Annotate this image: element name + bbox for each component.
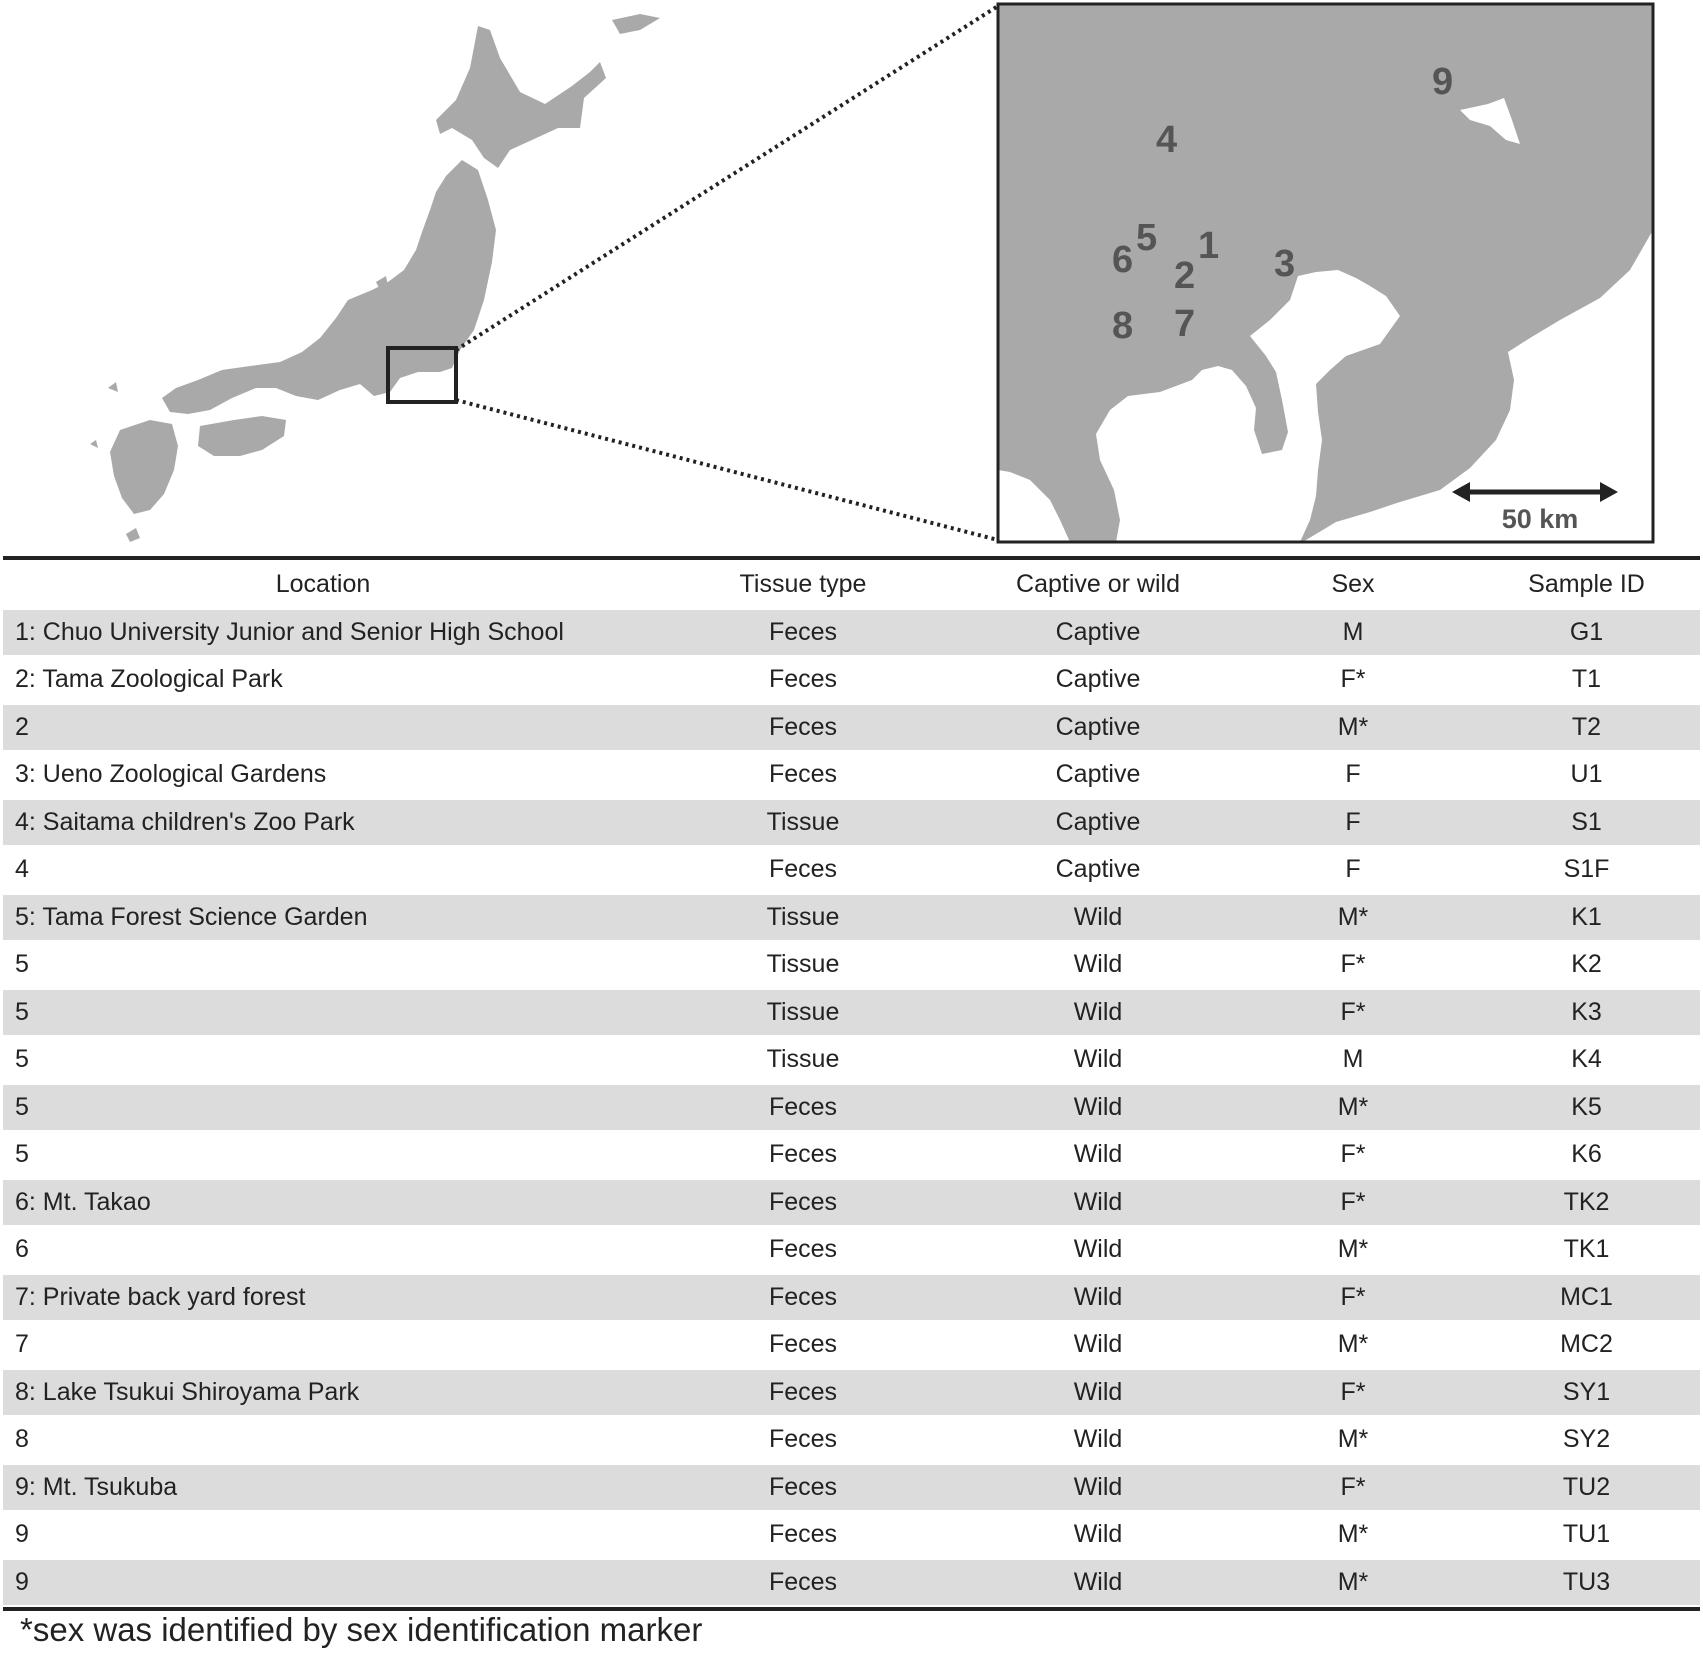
table-footnote: *sex was identified by sex identification marker bbox=[20, 1611, 703, 1648]
cell-sample-id: U1 bbox=[1473, 752, 1700, 798]
cell-tissue-type: Feces bbox=[643, 1275, 963, 1321]
cell-tissue-type: Feces bbox=[643, 1465, 963, 1511]
cell-tissue-type: Feces bbox=[643, 1085, 963, 1131]
cell-sex: M bbox=[1233, 1037, 1473, 1083]
map-marker: 8 bbox=[1112, 305, 1134, 347]
column-header-sample-id: Sample ID bbox=[1528, 570, 1645, 599]
cell-tissue-type: Feces bbox=[643, 847, 963, 893]
map-svg bbox=[0, 0, 1703, 556]
table-row bbox=[3, 1037, 1700, 1083]
cell-sex: F* bbox=[1233, 1132, 1473, 1178]
table-row bbox=[3, 705, 1700, 751]
hokkaido-landmass bbox=[436, 26, 606, 168]
zoom-connector-line bbox=[456, 6, 998, 350]
cell-sex: M* bbox=[1233, 1417, 1473, 1463]
table-row bbox=[3, 1560, 1700, 1606]
cell-sex: F* bbox=[1233, 942, 1473, 988]
map-marker: 1 bbox=[1198, 225, 1220, 267]
cell-location: 9 bbox=[3, 1512, 643, 1558]
scale-label: 50 km bbox=[1501, 504, 1579, 534]
cell-sex: M* bbox=[1233, 1322, 1473, 1368]
cell-location: 7: Private back yard forest bbox=[3, 1275, 643, 1321]
cell-captive-or-wild: Wild bbox=[963, 1085, 1233, 1131]
column-header-sex: Sex bbox=[1331, 570, 1375, 599]
sample-table bbox=[3, 560, 1700, 1607]
cell-location: 9: Mt. Tsukuba bbox=[3, 1465, 643, 1511]
table-row bbox=[3, 847, 1700, 893]
table-row bbox=[3, 990, 1700, 1036]
table-row bbox=[3, 657, 1700, 703]
cell-sex: F* bbox=[1233, 990, 1473, 1036]
cell-location: 7 bbox=[3, 1322, 643, 1368]
table-row bbox=[3, 1417, 1700, 1463]
cell-tissue-type: Feces bbox=[643, 1512, 963, 1558]
cell-captive-or-wild: Wild bbox=[963, 1227, 1233, 1273]
cell-sample-id: TU3 bbox=[1473, 1560, 1700, 1606]
cell-tissue-type: Feces bbox=[643, 1417, 963, 1463]
cell-sample-id: T1 bbox=[1473, 657, 1700, 703]
cell-location: 6 bbox=[3, 1227, 643, 1273]
cell-location: 9 bbox=[3, 1560, 643, 1606]
cell-sample-id: TU1 bbox=[1473, 1512, 1700, 1558]
cell-tissue-type: Tissue bbox=[643, 800, 963, 846]
cell-sample-id: K5 bbox=[1473, 1085, 1700, 1131]
cell-captive-or-wild: Wild bbox=[963, 1512, 1233, 1558]
cell-captive-or-wild: Wild bbox=[963, 1370, 1233, 1416]
cell-location: 8: Lake Tsukui Shiroyama Park bbox=[3, 1370, 643, 1416]
cell-location: 2: Tama Zoological Park bbox=[3, 657, 643, 703]
table-row bbox=[3, 1132, 1700, 1178]
cell-captive-or-wild: Captive bbox=[963, 800, 1233, 846]
cell-captive-or-wild: Wild bbox=[963, 1417, 1233, 1463]
cell-sex: F* bbox=[1233, 1465, 1473, 1511]
cell-sex: M* bbox=[1233, 1560, 1473, 1606]
cell-sample-id: TK2 bbox=[1473, 1180, 1700, 1226]
small-island bbox=[108, 382, 118, 392]
cell-captive-or-wild: Captive bbox=[963, 705, 1233, 751]
map-figure bbox=[0, 0, 1703, 556]
kuril-island bbox=[612, 14, 660, 34]
table-row bbox=[3, 1512, 1700, 1558]
cell-location: 3: Ueno Zoological Gardens bbox=[3, 752, 643, 798]
cell-captive-or-wild: Wild bbox=[963, 942, 1233, 988]
cell-sex: M* bbox=[1233, 1085, 1473, 1131]
table-row bbox=[3, 1275, 1700, 1321]
table-row bbox=[3, 1465, 1700, 1511]
table-row bbox=[3, 800, 1700, 846]
cell-sex: M* bbox=[1233, 705, 1473, 751]
cell-captive-or-wild: Wild bbox=[963, 1465, 1233, 1511]
kyushu-landmass bbox=[110, 420, 178, 514]
cell-sample-id: S1 bbox=[1473, 800, 1700, 846]
cell-captive-or-wild: Wild bbox=[963, 895, 1233, 941]
cell-captive-or-wild: Captive bbox=[963, 657, 1233, 703]
column-header-captive-or-wild: Captive or wild bbox=[1016, 570, 1180, 599]
cell-tissue-type: Feces bbox=[643, 752, 963, 798]
map-marker: 7 bbox=[1174, 303, 1196, 345]
cell-sex: F* bbox=[1233, 1180, 1473, 1226]
cell-sex: F* bbox=[1233, 1275, 1473, 1321]
japan-overview-map bbox=[90, 14, 660, 542]
cell-sample-id: MC1 bbox=[1473, 1275, 1700, 1321]
cell-location: 2 bbox=[3, 705, 643, 751]
column-header-location: Location bbox=[275, 570, 371, 599]
cell-location: 5 bbox=[3, 1132, 643, 1178]
cell-tissue-type: Tissue bbox=[643, 1037, 963, 1083]
sample-table-container bbox=[3, 556, 1700, 1611]
cell-location: 1: Chuo University Junior and Senior High School bbox=[3, 610, 643, 656]
column-header-tissue-type: Tissue type bbox=[739, 570, 867, 599]
cell-tissue-type: Feces bbox=[643, 705, 963, 751]
cell-sample-id: TK1 bbox=[1473, 1227, 1700, 1273]
cell-tissue-type: Feces bbox=[643, 1322, 963, 1368]
cell-sex: M* bbox=[1233, 895, 1473, 941]
map-marker: 9 bbox=[1432, 61, 1454, 103]
cell-sample-id: TU2 bbox=[1473, 1465, 1700, 1511]
table-row bbox=[3, 895, 1700, 941]
table-row bbox=[3, 1227, 1700, 1273]
cell-captive-or-wild: Wild bbox=[963, 1132, 1233, 1178]
shikoku-landmass bbox=[198, 416, 286, 456]
cell-location: 6: Mt. Takao bbox=[3, 1180, 643, 1226]
cell-sample-id: S1F bbox=[1473, 847, 1700, 893]
cell-sex: F* bbox=[1233, 657, 1473, 703]
small-island bbox=[126, 528, 140, 542]
table-row bbox=[3, 942, 1700, 988]
table-body bbox=[3, 610, 1700, 1606]
cell-sample-id: K4 bbox=[1473, 1037, 1700, 1083]
cell-sex: M* bbox=[1233, 1512, 1473, 1558]
cell-tissue-type: Feces bbox=[643, 1227, 963, 1273]
table-row bbox=[3, 1370, 1700, 1416]
cell-location: 4 bbox=[3, 847, 643, 893]
cell-location: 4: Saitama children's Zoo Park bbox=[3, 800, 643, 846]
cell-sample-id: G1 bbox=[1473, 610, 1700, 656]
table-row bbox=[3, 1085, 1700, 1131]
cell-sample-id: K3 bbox=[1473, 990, 1700, 1036]
cell-sex: F bbox=[1233, 847, 1473, 893]
map-marker: 3 bbox=[1274, 243, 1296, 285]
cell-sex: F bbox=[1233, 752, 1473, 798]
cell-captive-or-wild: Captive bbox=[963, 610, 1233, 656]
cell-tissue-type: Feces bbox=[643, 1132, 963, 1178]
cell-captive-or-wild: Captive bbox=[963, 847, 1233, 893]
cell-location: 5 bbox=[3, 990, 643, 1036]
cell-captive-or-wild: Wild bbox=[963, 1037, 1233, 1083]
cell-sample-id: K1 bbox=[1473, 895, 1700, 941]
cell-sex: F* bbox=[1233, 1370, 1473, 1416]
cell-tissue-type: Feces bbox=[643, 610, 963, 656]
map-marker: 2 bbox=[1174, 255, 1196, 297]
cell-tissue-type: Tissue bbox=[643, 895, 963, 941]
map-marker: 6 bbox=[1112, 239, 1134, 281]
cell-location: 5: Tama Forest Science Garden bbox=[3, 895, 643, 941]
small-island bbox=[90, 440, 98, 448]
cell-tissue-type: Feces bbox=[643, 657, 963, 703]
cell-sample-id: MC2 bbox=[1473, 1322, 1700, 1368]
map-marker: 5 bbox=[1136, 217, 1158, 259]
cell-captive-or-wild: Wild bbox=[963, 1275, 1233, 1321]
cell-tissue-type: Feces bbox=[643, 1180, 963, 1226]
zoom-connector-line bbox=[456, 400, 998, 540]
kanto-inset-map bbox=[998, 4, 1653, 542]
table-row bbox=[3, 752, 1700, 798]
cell-location: 5 bbox=[3, 1085, 643, 1131]
map-marker: 4 bbox=[1156, 119, 1178, 161]
cell-sex: F bbox=[1233, 800, 1473, 846]
cell-tissue-type: Tissue bbox=[643, 990, 963, 1036]
cell-tissue-type: Feces bbox=[643, 1370, 963, 1416]
table-header-row bbox=[3, 562, 1700, 608]
cell-tissue-type: Feces bbox=[643, 1560, 963, 1606]
cell-sample-id: SY2 bbox=[1473, 1417, 1700, 1463]
cell-location: 5 bbox=[3, 1037, 643, 1083]
cell-location: 8 bbox=[3, 1417, 643, 1463]
cell-captive-or-wild: Captive bbox=[963, 752, 1233, 798]
table-row bbox=[3, 1322, 1700, 1368]
cell-captive-or-wild: Wild bbox=[963, 1560, 1233, 1606]
table-row bbox=[3, 1180, 1700, 1226]
cell-sex: M* bbox=[1233, 1227, 1473, 1273]
cell-sample-id: SY1 bbox=[1473, 1370, 1700, 1416]
cell-captive-or-wild: Wild bbox=[963, 1322, 1233, 1368]
honshu-landmass bbox=[162, 160, 496, 414]
cell-tissue-type: Tissue bbox=[643, 942, 963, 988]
cell-sample-id: K6 bbox=[1473, 1132, 1700, 1178]
table-row bbox=[3, 610, 1700, 656]
cell-location: 5 bbox=[3, 942, 643, 988]
cell-captive-or-wild: Wild bbox=[963, 990, 1233, 1036]
cell-sample-id: T2 bbox=[1473, 705, 1700, 751]
cell-sample-id: K2 bbox=[1473, 942, 1700, 988]
cell-captive-or-wild: Wild bbox=[963, 1180, 1233, 1226]
cell-sex: M bbox=[1233, 610, 1473, 656]
